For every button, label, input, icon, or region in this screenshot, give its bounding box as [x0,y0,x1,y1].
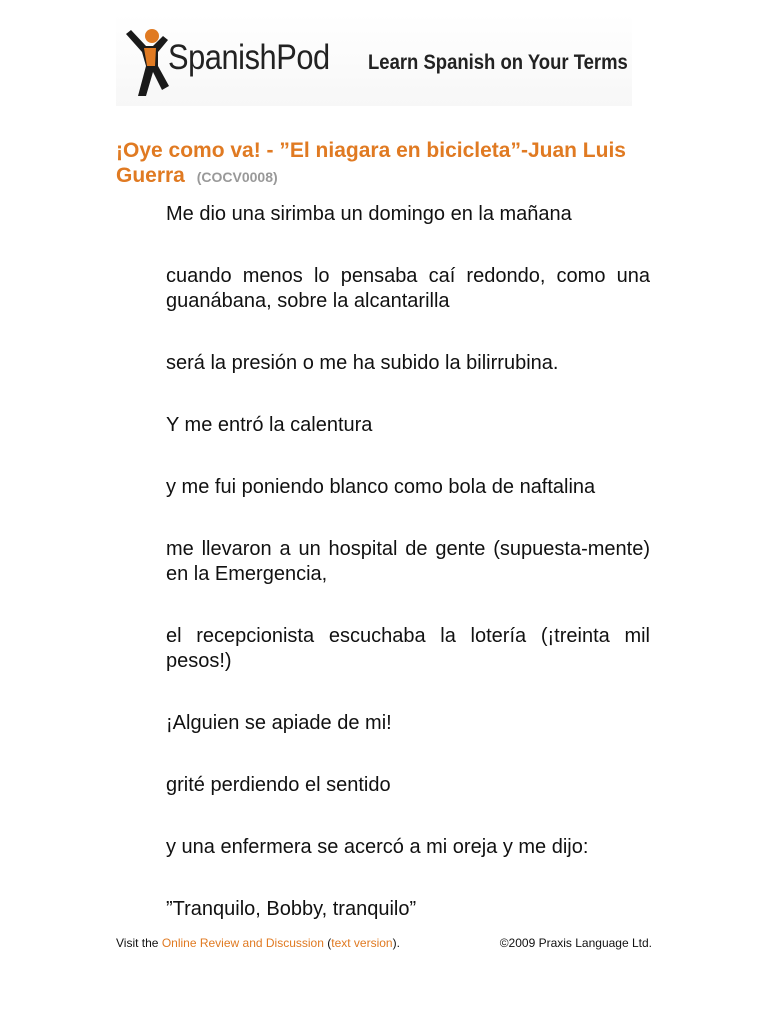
footer-paren-close: ). [392,936,400,950]
lyric-line: el recepcionista escuchaba la lotería (¡treinta mil pesos!) [166,625,650,672]
footer-visit-text [116,936,400,950]
lyric-line: Me dio una sirimba un domingo en la mañana [166,203,572,225]
footer-paren-open: ( [323,936,332,950]
lyric-line: ”Tranquilo, Bobby, tranquilo” [166,898,417,920]
brand-name: SpanishPod [168,38,330,77]
footer-visit-prefix: Visit the [116,936,162,950]
lyric-line: cuando menos lo pensaba caí redondo, como una guanábana, sobre la alcantarilla [166,265,650,312]
lyric-line: será la presión o me ha subido la bilirrubina. [166,352,559,374]
lyric-line: ¡Alguien se apiade de mi! [166,712,392,734]
lyric-line: grité perdiendo el sentido [166,774,391,796]
tagline: Learn Spanish on Your Terms [368,51,628,74]
lyrics-list [166,202,650,922]
lyric-line: y una enfermera se acercó a mi oreja y me dijo: [166,836,589,858]
header-banner [116,14,632,106]
lyric-line: Y me entró la calentura [166,414,373,436]
text-version-link[interactable]: text version [331,936,393,950]
lesson-code: (COCV0008) [196,169,278,185]
lyric-line: y me fui poniendo blanco como bola de naftalina [166,476,596,498]
copyright: ©2009 Praxis Language Ltd. [499,936,652,950]
lyric-line: me llevaron a un hospital de gente (supuesta-mente) en la Emergencia, [166,538,650,585]
online-review-link[interactable]: Online Review and Discussion [161,936,324,950]
lesson-title-text: ¡Oye como va! - ”El niagara en bicicleta”-Juan Luis Guerra [116,139,626,187]
figure-logo-icon [122,26,172,98]
lesson-title [116,138,664,190]
